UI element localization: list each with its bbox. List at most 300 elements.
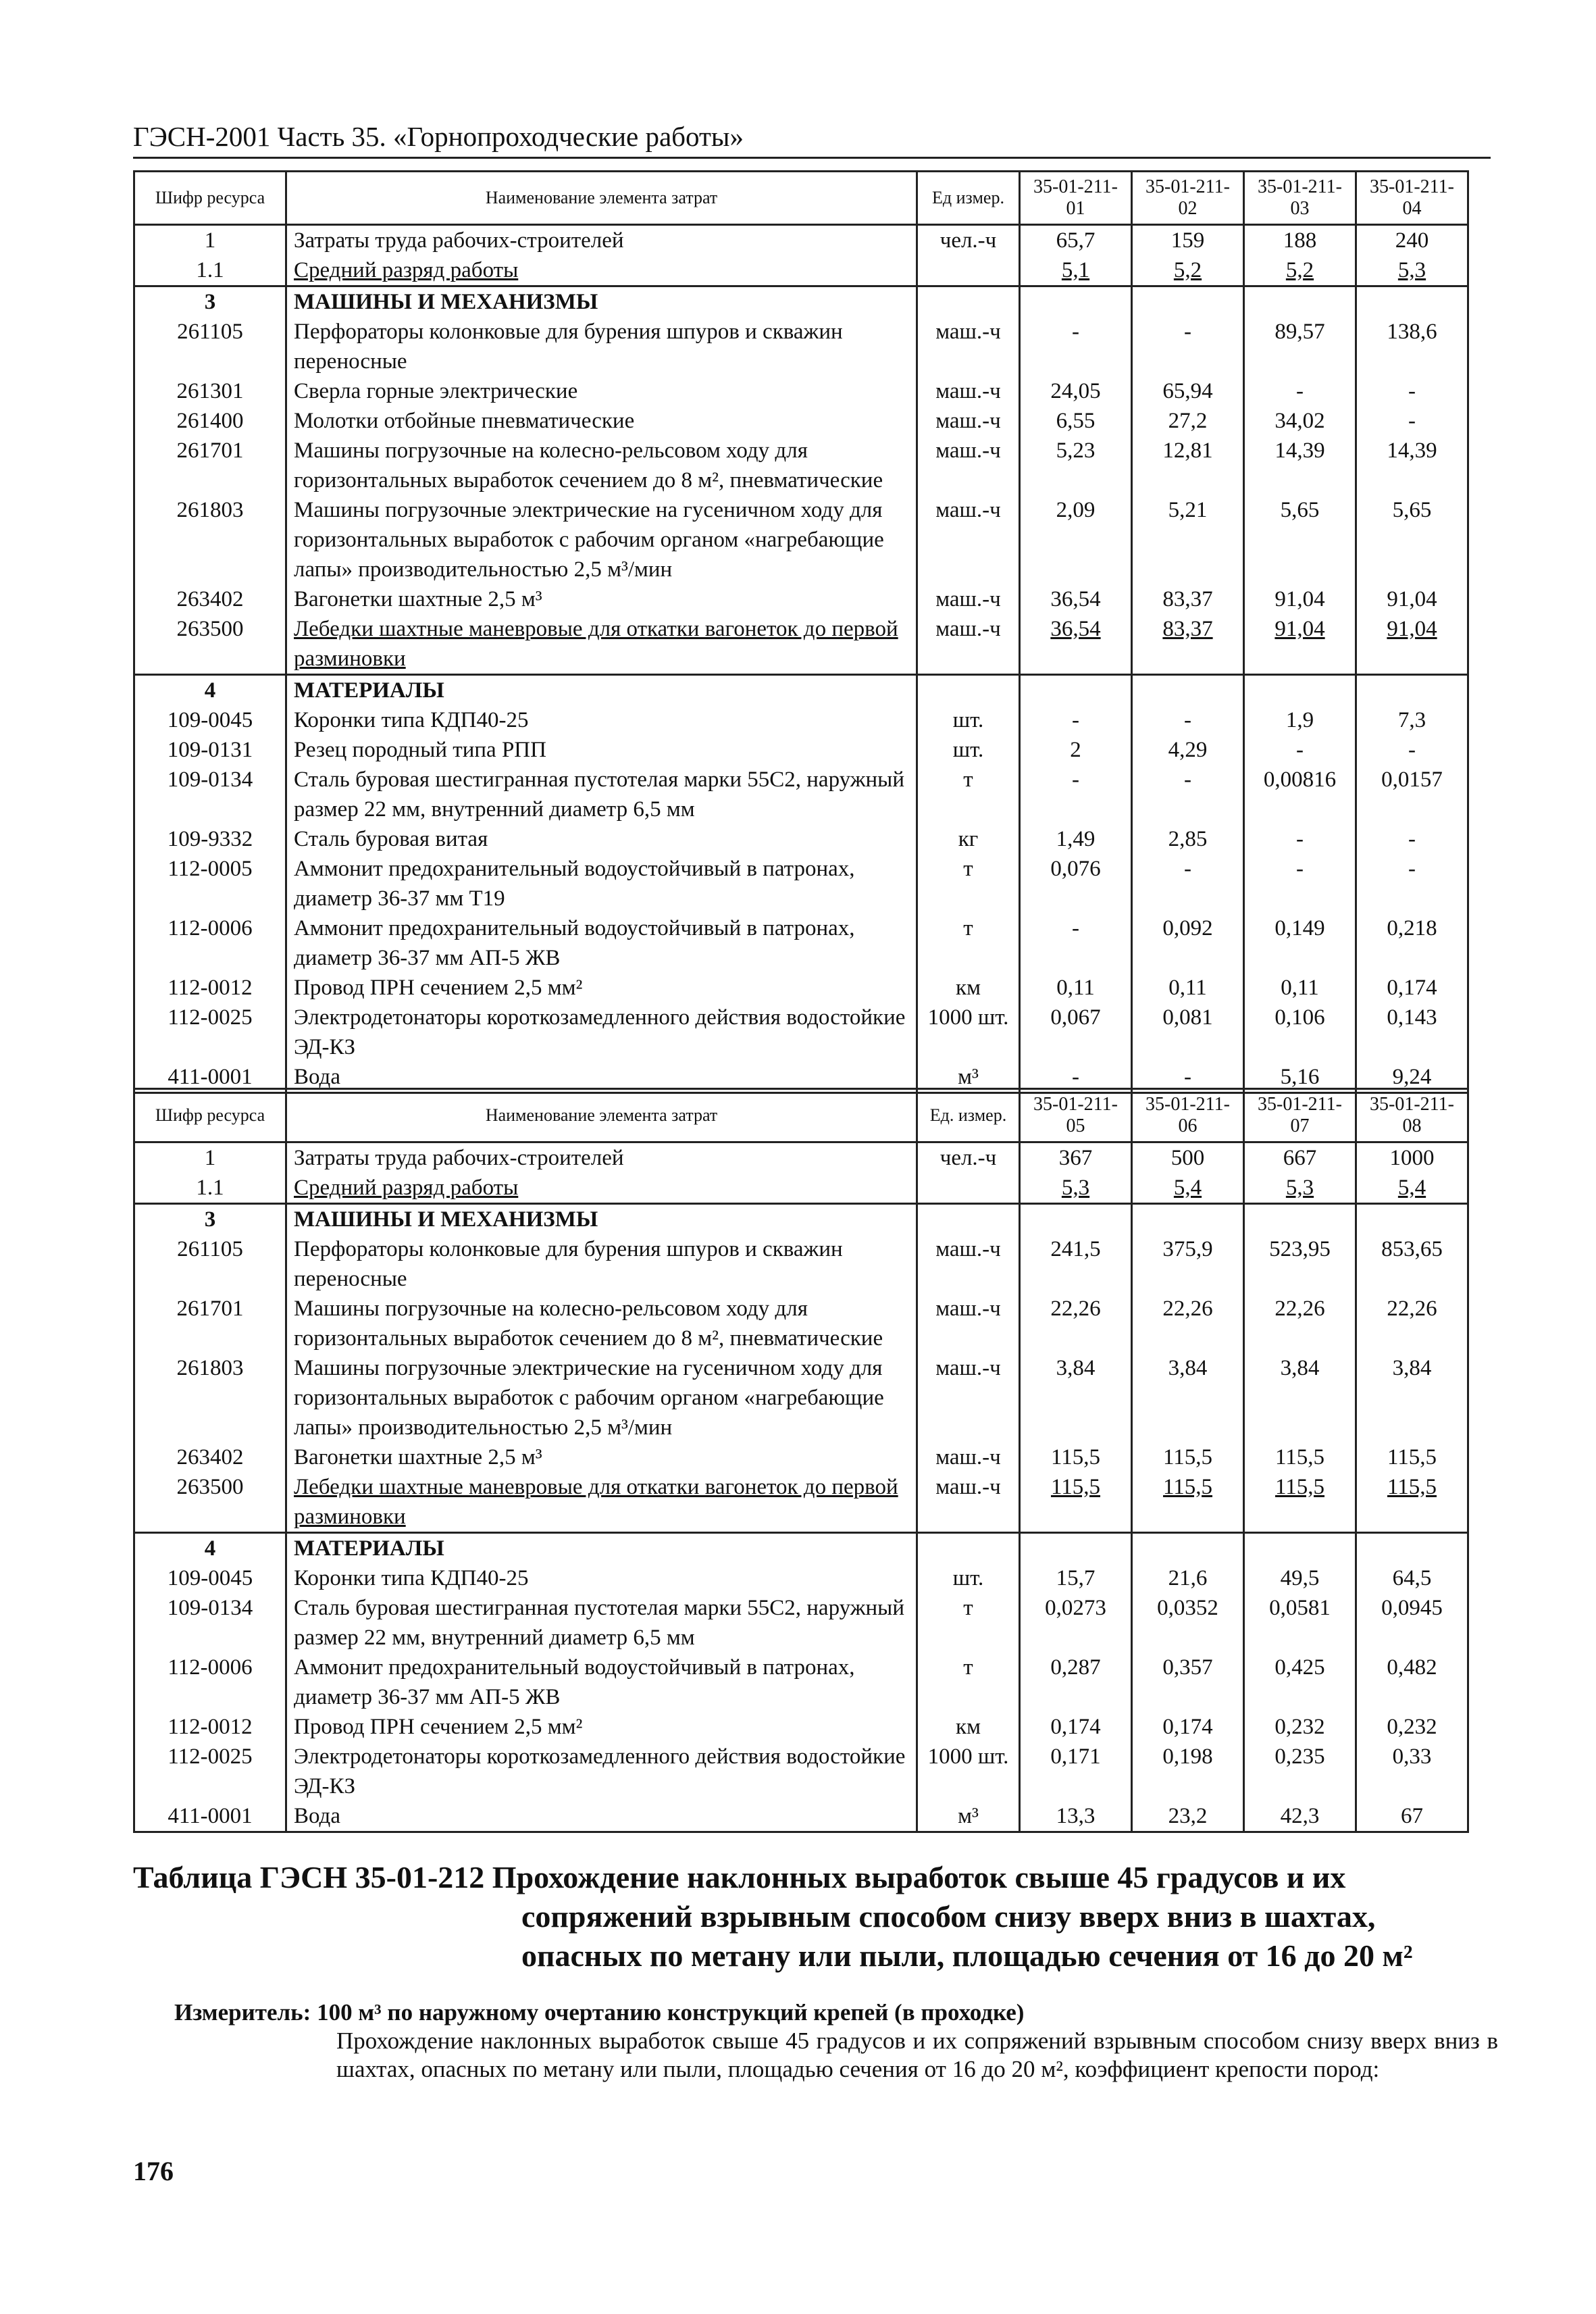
resource-code: 112-0006 <box>134 913 286 973</box>
col-norm-code: 35-01-211-06 <box>1132 1089 1244 1142</box>
resource-code: 112-0005 <box>134 854 286 913</box>
resource-code: 3 <box>134 286 286 318</box>
table-title <box>133 1858 1470 1976</box>
unit: т <box>917 1653 1020 1712</box>
resource-name: Средний разряд работы <box>286 1173 917 1204</box>
resource-name: Перфораторы колонковые для бурения шпуров и скважин переносные <box>286 1234 917 1294</box>
value-cell: 1,49 <box>1020 824 1132 854</box>
value-cell: - <box>1020 913 1132 973</box>
unit: кг <box>917 824 1020 854</box>
value-cell <box>1020 675 1132 706</box>
value-cell: 3,84 <box>1132 1353 1244 1442</box>
col-norm-code: 35-01-211-01 <box>1020 172 1132 225</box>
table-body <box>134 225 1468 1093</box>
value-cell: 0,33 <box>1356 1742 1468 1801</box>
resource-code: 112-0006 <box>134 1653 286 1712</box>
value-cell: 5,16 <box>1244 1062 1356 1093</box>
value-cell: 853,65 <box>1356 1234 1468 1294</box>
unit: т <box>917 854 1020 913</box>
table-row <box>134 824 1468 854</box>
resource-code: 1 <box>134 225 286 256</box>
unit: шт. <box>917 735 1020 765</box>
value-cell: 14,39 <box>1244 436 1356 495</box>
value-cell: 0,11 <box>1244 973 1356 1003</box>
table-row <box>134 1712 1468 1742</box>
resource-code: 263500 <box>134 614 286 675</box>
value-cell: 0,174 <box>1356 973 1468 1003</box>
value-cell: 0,174 <box>1132 1712 1244 1742</box>
value-cell: 0,11 <box>1020 973 1132 1003</box>
resource-code: 411-0001 <box>134 1801 286 1832</box>
value-cell: 1000 <box>1356 1142 1468 1174</box>
value-cell: - <box>1244 376 1356 406</box>
value-cell: 0,0273 <box>1020 1593 1132 1653</box>
resource-code: 109-0045 <box>134 705 286 735</box>
table-row <box>134 705 1468 735</box>
unit <box>917 675 1020 706</box>
value-cell <box>1356 1533 1468 1564</box>
value-cell: 1,9 <box>1244 705 1356 735</box>
resource-code: 261400 <box>134 406 286 436</box>
value-cell: 0,232 <box>1356 1712 1468 1742</box>
value-cell: - <box>1132 317 1244 376</box>
value-cell: 0,0157 <box>1356 765 1468 824</box>
resource-code: 109-9332 <box>134 824 286 854</box>
resource-code: 261701 <box>134 436 286 495</box>
col-unit-header: Ед. измер. <box>917 1089 1020 1142</box>
value-cell: 367 <box>1020 1142 1132 1174</box>
table-row <box>134 1442 1468 1472</box>
unit: маш.-ч <box>917 1234 1020 1294</box>
value-cell: 6,55 <box>1020 406 1132 436</box>
value-cell: 34,02 <box>1244 406 1356 436</box>
value-cell: 21,6 <box>1132 1563 1244 1593</box>
resource-code: 3 <box>134 1204 286 1235</box>
resource-name: Провод ПРН сечением 2,5 мм² <box>286 1712 917 1742</box>
table-row <box>134 1294 1468 1353</box>
value-cell: 0,076 <box>1020 854 1132 913</box>
value-cell: 0,218 <box>1356 913 1468 973</box>
resource-name: Вагонетки шахтные 2,5 м³ <box>286 1442 917 1472</box>
unit: маш.-ч <box>917 1472 1020 1533</box>
value-cell: 188 <box>1244 225 1356 256</box>
table-row <box>134 1563 1468 1593</box>
value-cell: 22,26 <box>1132 1294 1244 1353</box>
resource-code: 263402 <box>134 1442 286 1472</box>
resource-code: 1 <box>134 1142 286 1174</box>
value-cell: 22,26 <box>1020 1294 1132 1353</box>
resource-code: 261105 <box>134 317 286 376</box>
value-cell <box>1132 1204 1244 1235</box>
table-row <box>134 584 1468 614</box>
value-cell: 3,84 <box>1356 1353 1468 1442</box>
value-cell: - <box>1244 854 1356 913</box>
value-cell: 23,2 <box>1132 1801 1244 1832</box>
meter-description: Прохождение наклонных выработок свыше 45 градусов и их сопряжений взрывным способом снизу вверх вниз в шахтах, опасных по метану или пыли, площадью сечения от 16 до 20 м², коэффициент крепости пород: <box>336 2028 1498 2082</box>
value-cell: 0,149 <box>1244 913 1356 973</box>
table-row <box>134 1593 1468 1653</box>
table-title-line: сопряжений взрывным способом снизу вверх вниз в шахтах, <box>521 1899 1376 1934</box>
unit: 1000 шт. <box>917 1003 1020 1062</box>
table-header-row <box>134 1089 1468 1142</box>
value-cell: 115,5 <box>1244 1442 1356 1472</box>
value-cell: 500 <box>1132 1142 1244 1174</box>
table-row <box>134 1353 1468 1442</box>
unit: т <box>917 765 1020 824</box>
resource-code: 112-0025 <box>134 1742 286 1801</box>
table-row <box>134 1533 1468 1564</box>
value-cell: 5,4 <box>1132 1173 1244 1204</box>
value-cell: 115,5 <box>1020 1442 1132 1472</box>
unit: шт. <box>917 705 1020 735</box>
value-cell: 0,143 <box>1356 1003 1468 1062</box>
value-cell: 49,5 <box>1244 1563 1356 1593</box>
value-cell: 0,092 <box>1132 913 1244 973</box>
value-cell: 5,65 <box>1356 495 1468 584</box>
value-cell: 3,84 <box>1244 1353 1356 1442</box>
value-cell: 3,84 <box>1020 1353 1132 1442</box>
table-row <box>134 376 1468 406</box>
resource-name: Аммонит предохранительный водоустойчивый в патронах, диаметр 36-37 мм Т19 <box>286 854 917 913</box>
table-row <box>134 286 1468 318</box>
value-cell: 5,3 <box>1356 255 1468 286</box>
table-row <box>134 436 1468 495</box>
unit: маш.-ч <box>917 436 1020 495</box>
table-row <box>134 406 1468 436</box>
table-row <box>134 1204 1468 1235</box>
resource-name: Резец породный типа РПП <box>286 735 917 765</box>
value-cell <box>1356 286 1468 318</box>
value-cell: 22,26 <box>1244 1294 1356 1353</box>
value-cell: 0,174 <box>1020 1712 1132 1742</box>
value-cell: 13,3 <box>1020 1801 1132 1832</box>
resource-name: Затраты труда рабочих-строителей <box>286 225 917 256</box>
value-cell: - <box>1132 1062 1244 1093</box>
value-cell: 91,04 <box>1244 584 1356 614</box>
unit <box>917 1533 1020 1564</box>
table-header-row <box>134 172 1468 225</box>
value-cell: 0,232 <box>1244 1712 1356 1742</box>
value-cell: - <box>1132 705 1244 735</box>
value-cell: 0,287 <box>1020 1653 1132 1712</box>
resource-code: 261803 <box>134 495 286 584</box>
resource-name: МАТЕРИАЛЫ <box>286 1533 917 1564</box>
value-cell <box>1132 286 1244 318</box>
table-row <box>134 675 1468 706</box>
value-cell: 5,3 <box>1020 1173 1132 1204</box>
table-row <box>134 495 1468 584</box>
table-row <box>134 913 1468 973</box>
resource-name: Вода <box>286 1801 917 1832</box>
value-cell: - <box>1356 854 1468 913</box>
resource-name: Машины погрузочные электрические на гусеничном ходу для горизонтальных выработок с рабочим органом «нагребающие лапы» производительностью 2,5 м³/мин <box>286 1353 917 1442</box>
resource-name: Перфораторы колонковые для бурения шпуров и скважин переносные <box>286 317 917 376</box>
value-cell: 15,7 <box>1020 1563 1132 1593</box>
value-cell: 4,29 <box>1132 735 1244 765</box>
value-cell: 36,54 <box>1020 584 1132 614</box>
col-norm-code: 35-01-211-08 <box>1356 1089 1468 1142</box>
value-cell: 91,04 <box>1356 614 1468 675</box>
col-code-header: Шифр ресурса <box>134 172 286 225</box>
value-cell: 64,5 <box>1356 1563 1468 1593</box>
value-cell: 67 <box>1356 1801 1468 1832</box>
table-row <box>134 1742 1468 1801</box>
resource-code: 263402 <box>134 584 286 614</box>
resource-name: Коронки типа КДП40-25 <box>286 1563 917 1593</box>
resource-name: МАТЕРИАЛЫ <box>286 675 917 706</box>
unit <box>917 1204 1020 1235</box>
value-cell: 5,2 <box>1132 255 1244 286</box>
resource-code: 261105 <box>134 1234 286 1294</box>
value-cell: 5,4 <box>1356 1173 1468 1204</box>
value-cell: 115,5 <box>1356 1472 1468 1533</box>
value-cell: 83,37 <box>1132 584 1244 614</box>
value-cell: - <box>1020 317 1132 376</box>
resource-code: 261701 <box>134 1294 286 1353</box>
meter-block <box>174 1998 1498 2084</box>
value-cell: 22,26 <box>1356 1294 1468 1353</box>
meter-value: 100 м³ по наружному очертанию конструкций крепей (в проходке) <box>317 1999 1025 2026</box>
value-cell: - <box>1020 765 1132 824</box>
value-cell: 0,11 <box>1132 973 1244 1003</box>
col-norm-code: 35-01-211-05 <box>1020 1089 1132 1142</box>
resource-name: Средний разряд работы <box>286 255 917 286</box>
value-cell: 240 <box>1356 225 1468 256</box>
table-row <box>134 1173 1468 1204</box>
col-norm-code: 35-01-211-03 <box>1244 172 1356 225</box>
table-row <box>134 1142 1468 1174</box>
table-row <box>134 255 1468 286</box>
value-cell: 42,3 <box>1244 1801 1356 1832</box>
value-cell <box>1020 1204 1132 1235</box>
unit: т <box>917 913 1020 973</box>
unit: маш.-ч <box>917 406 1020 436</box>
value-cell: 138,6 <box>1356 317 1468 376</box>
unit <box>917 255 1020 286</box>
unit: маш.-ч <box>917 614 1020 675</box>
resource-name: Лебедки шахтные маневровые для откатки вагонеток до первой разминовки <box>286 614 917 675</box>
value-cell: - <box>1020 705 1132 735</box>
value-cell: - <box>1244 735 1356 765</box>
page-number: 176 <box>133 2156 174 2186</box>
resource-name: Машины погрузочные электрические на гусеничном ходу для горизонтальных выработок с рабочим органом «нагребающие лапы» производительностью 2,5 м³/мин <box>286 495 917 584</box>
value-cell: 115,5 <box>1132 1472 1244 1533</box>
value-cell: - <box>1132 765 1244 824</box>
value-cell: 7,3 <box>1356 705 1468 735</box>
value-cell: 2,85 <box>1132 824 1244 854</box>
resource-code: 109-0134 <box>134 1593 286 1653</box>
table-row <box>134 765 1468 824</box>
value-cell <box>1020 1533 1132 1564</box>
value-cell: - <box>1020 1062 1132 1093</box>
col-name-header: Наименование элемента затрат <box>286 1089 917 1142</box>
resource-name: МАШИНЫ И МЕХАНИЗМЫ <box>286 286 917 318</box>
value-cell: 65,7 <box>1020 225 1132 256</box>
value-cell: 0,171 <box>1020 1742 1132 1801</box>
table-row <box>134 225 1468 256</box>
unit: чел.-ч <box>917 225 1020 256</box>
unit: маш.-ч <box>917 1442 1020 1472</box>
unit: маш.-ч <box>917 584 1020 614</box>
value-cell: 159 <box>1132 225 1244 256</box>
col-norm-code: 35-01-211-07 <box>1244 1089 1356 1142</box>
resource-code: 112-0025 <box>134 1003 286 1062</box>
table-row <box>134 614 1468 675</box>
resource-name: Провод ПРН сечением 2,5 мм² <box>286 973 917 1003</box>
value-cell <box>1244 1204 1356 1235</box>
table-title-line: Таблица ГЭСН 35-01-212 Прохождение наклонных выработок свыше 45 градусов и их <box>133 1860 1346 1894</box>
unit: шт. <box>917 1563 1020 1593</box>
resource-code: 1.1 <box>134 1173 286 1204</box>
unit <box>917 1173 1020 1204</box>
table-body <box>134 1142 1468 1832</box>
value-cell: 5,21 <box>1132 495 1244 584</box>
page-header: ГЭСН-2001 Часть 35. «Горнопроходческие работы» <box>133 120 1491 159</box>
value-cell: 14,39 <box>1356 436 1468 495</box>
value-cell: - <box>1356 406 1468 436</box>
resource-name: Сталь буровая шестигранная пустотелая марки 55С2, наружный размер 22 мм, внутренний диаметр 6,5 мм <box>286 1593 917 1653</box>
resource-code: 411-0001 <box>134 1062 286 1093</box>
resource-code: 261301 <box>134 376 286 406</box>
unit: т <box>917 1593 1020 1653</box>
value-cell: 5,2 <box>1244 255 1356 286</box>
table-title-line: опасных по метану или пыли, площадью сечения от 16 до 20 м² <box>521 1938 1413 1973</box>
resource-name: Сверла горные электрические <box>286 376 917 406</box>
table-row <box>134 1003 1468 1062</box>
value-cell: - <box>1356 735 1468 765</box>
value-cell: 2 <box>1020 735 1132 765</box>
resource-name: Машины погрузочные на колесно-рельсовом ходу для горизонтальных выработок сечением до 8 м², пневматические <box>286 436 917 495</box>
resource-code: 4 <box>134 675 286 706</box>
value-cell: 115,5 <box>1132 1442 1244 1472</box>
resource-name: Вода <box>286 1062 917 1093</box>
value-cell: 91,04 <box>1244 614 1356 675</box>
meter-label: Измеритель: <box>174 1999 311 2026</box>
resource-name: Аммонит предохранительный водоустойчивый в патронах, диаметр 36-37 мм АП-5 ЖВ <box>286 913 917 973</box>
table-row <box>134 1653 1468 1712</box>
col-name-header: Наименование элемента затрат <box>286 172 917 225</box>
value-cell: 65,94 <box>1132 376 1244 406</box>
value-cell: 5,65 <box>1244 495 1356 584</box>
table-row <box>134 735 1468 765</box>
resource-code: 112-0012 <box>134 1712 286 1742</box>
value-cell <box>1132 1533 1244 1564</box>
value-cell: 5,1 <box>1020 255 1132 286</box>
value-cell: 0,0581 <box>1244 1593 1356 1653</box>
value-cell: 12,81 <box>1132 436 1244 495</box>
value-cell: - <box>1244 824 1356 854</box>
resource-name: Коронки типа КДП40-25 <box>286 705 917 735</box>
value-cell: 667 <box>1244 1142 1356 1174</box>
value-cell: 0,482 <box>1356 1653 1468 1712</box>
resource-code: 112-0012 <box>134 973 286 1003</box>
resource-name: Электродетонаторы короткозамедленного действия водостойкие ЭД-КЗ <box>286 1742 917 1801</box>
value-cell: 9,24 <box>1356 1062 1468 1093</box>
value-cell: - <box>1356 376 1468 406</box>
value-cell: 0,00816 <box>1244 765 1356 824</box>
value-cell: 5,23 <box>1020 436 1132 495</box>
value-cell: 0,106 <box>1244 1003 1356 1062</box>
value-cell <box>1244 1533 1356 1564</box>
value-cell <box>1356 675 1468 706</box>
resource-name: Машины погрузочные на колесно-рельсовом ходу для горизонтальных выработок сечением до 8 м², пневматические <box>286 1294 917 1353</box>
table-row <box>134 1801 1468 1832</box>
unit <box>917 286 1020 318</box>
resource-name: Затраты труда рабочих-строителей <box>286 1142 917 1174</box>
col-norm-code: 35-01-211-04 <box>1356 172 1468 225</box>
value-cell: 0,357 <box>1132 1653 1244 1712</box>
resource-code: 261803 <box>134 1353 286 1442</box>
value-cell: 2,09 <box>1020 495 1132 584</box>
value-cell: 115,5 <box>1020 1472 1132 1533</box>
resource-name: Лебедки шахтные маневровые для откатки вагонеток до первой разминовки <box>286 1472 917 1533</box>
resource-name: МАШИНЫ И МЕХАНИЗМЫ <box>286 1204 917 1235</box>
unit: км <box>917 973 1020 1003</box>
unit: маш.-ч <box>917 376 1020 406</box>
unit: маш.-ч <box>917 495 1020 584</box>
table-row <box>134 317 1468 376</box>
unit: маш.-ч <box>917 1294 1020 1353</box>
value-cell: - <box>1132 854 1244 913</box>
resource-code: 1.1 <box>134 255 286 286</box>
value-cell: 0,198 <box>1132 1742 1244 1801</box>
value-cell: 89,57 <box>1244 317 1356 376</box>
unit: м³ <box>917 1062 1020 1093</box>
value-cell <box>1244 286 1356 318</box>
resource-name: Вагонетки шахтные 2,5 м³ <box>286 584 917 614</box>
value-cell <box>1356 1204 1468 1235</box>
unit: км <box>917 1712 1020 1742</box>
unit: 1000 шт. <box>917 1742 1020 1801</box>
unit: маш.-ч <box>917 1353 1020 1442</box>
resource-name: Молотки отбойные пневматические <box>286 406 917 436</box>
norm-table-1 <box>133 170 1469 1094</box>
value-cell: 0,0945 <box>1356 1593 1468 1653</box>
value-cell: 0,067 <box>1020 1003 1132 1062</box>
value-cell: 0,081 <box>1132 1003 1244 1062</box>
table-row <box>134 973 1468 1003</box>
value-cell: 5,3 <box>1244 1173 1356 1204</box>
value-cell: 27,2 <box>1132 406 1244 436</box>
col-norm-code: 35-01-211-02 <box>1132 172 1244 225</box>
value-cell: 115,5 <box>1244 1472 1356 1533</box>
value-cell: 115,5 <box>1356 1442 1468 1472</box>
value-cell: 375,9 <box>1132 1234 1244 1294</box>
resource-name: Сталь буровая шестигранная пустотелая марки 55С2, наружный размер 22 мм, внутренний диаметр 6,5 мм <box>286 765 917 824</box>
norm-table-2 <box>133 1088 1469 1833</box>
col-code-header: Шифр ресурса <box>134 1089 286 1142</box>
value-cell: 83,37 <box>1132 614 1244 675</box>
value-cell: 0,0352 <box>1132 1593 1244 1653</box>
resource-name: Электродетонаторы короткозамедленного действия водостойкие ЭД-КЗ <box>286 1003 917 1062</box>
resource-code: 109-0045 <box>134 1563 286 1593</box>
value-cell <box>1244 675 1356 706</box>
value-cell: 24,05 <box>1020 376 1132 406</box>
table-row <box>134 1472 1468 1533</box>
resource-code: 263500 <box>134 1472 286 1533</box>
value-cell: 523,95 <box>1244 1234 1356 1294</box>
col-unit-header: Ед измер. <box>917 172 1020 225</box>
resource-name: Сталь буровая витая <box>286 824 917 854</box>
value-cell <box>1020 286 1132 318</box>
value-cell <box>1132 675 1244 706</box>
value-cell: 0,235 <box>1244 1742 1356 1801</box>
value-cell: 91,04 <box>1356 584 1468 614</box>
table-row <box>134 1234 1468 1294</box>
unit: м³ <box>917 1801 1020 1832</box>
value-cell: - <box>1356 824 1468 854</box>
resource-code: 4 <box>134 1533 286 1564</box>
